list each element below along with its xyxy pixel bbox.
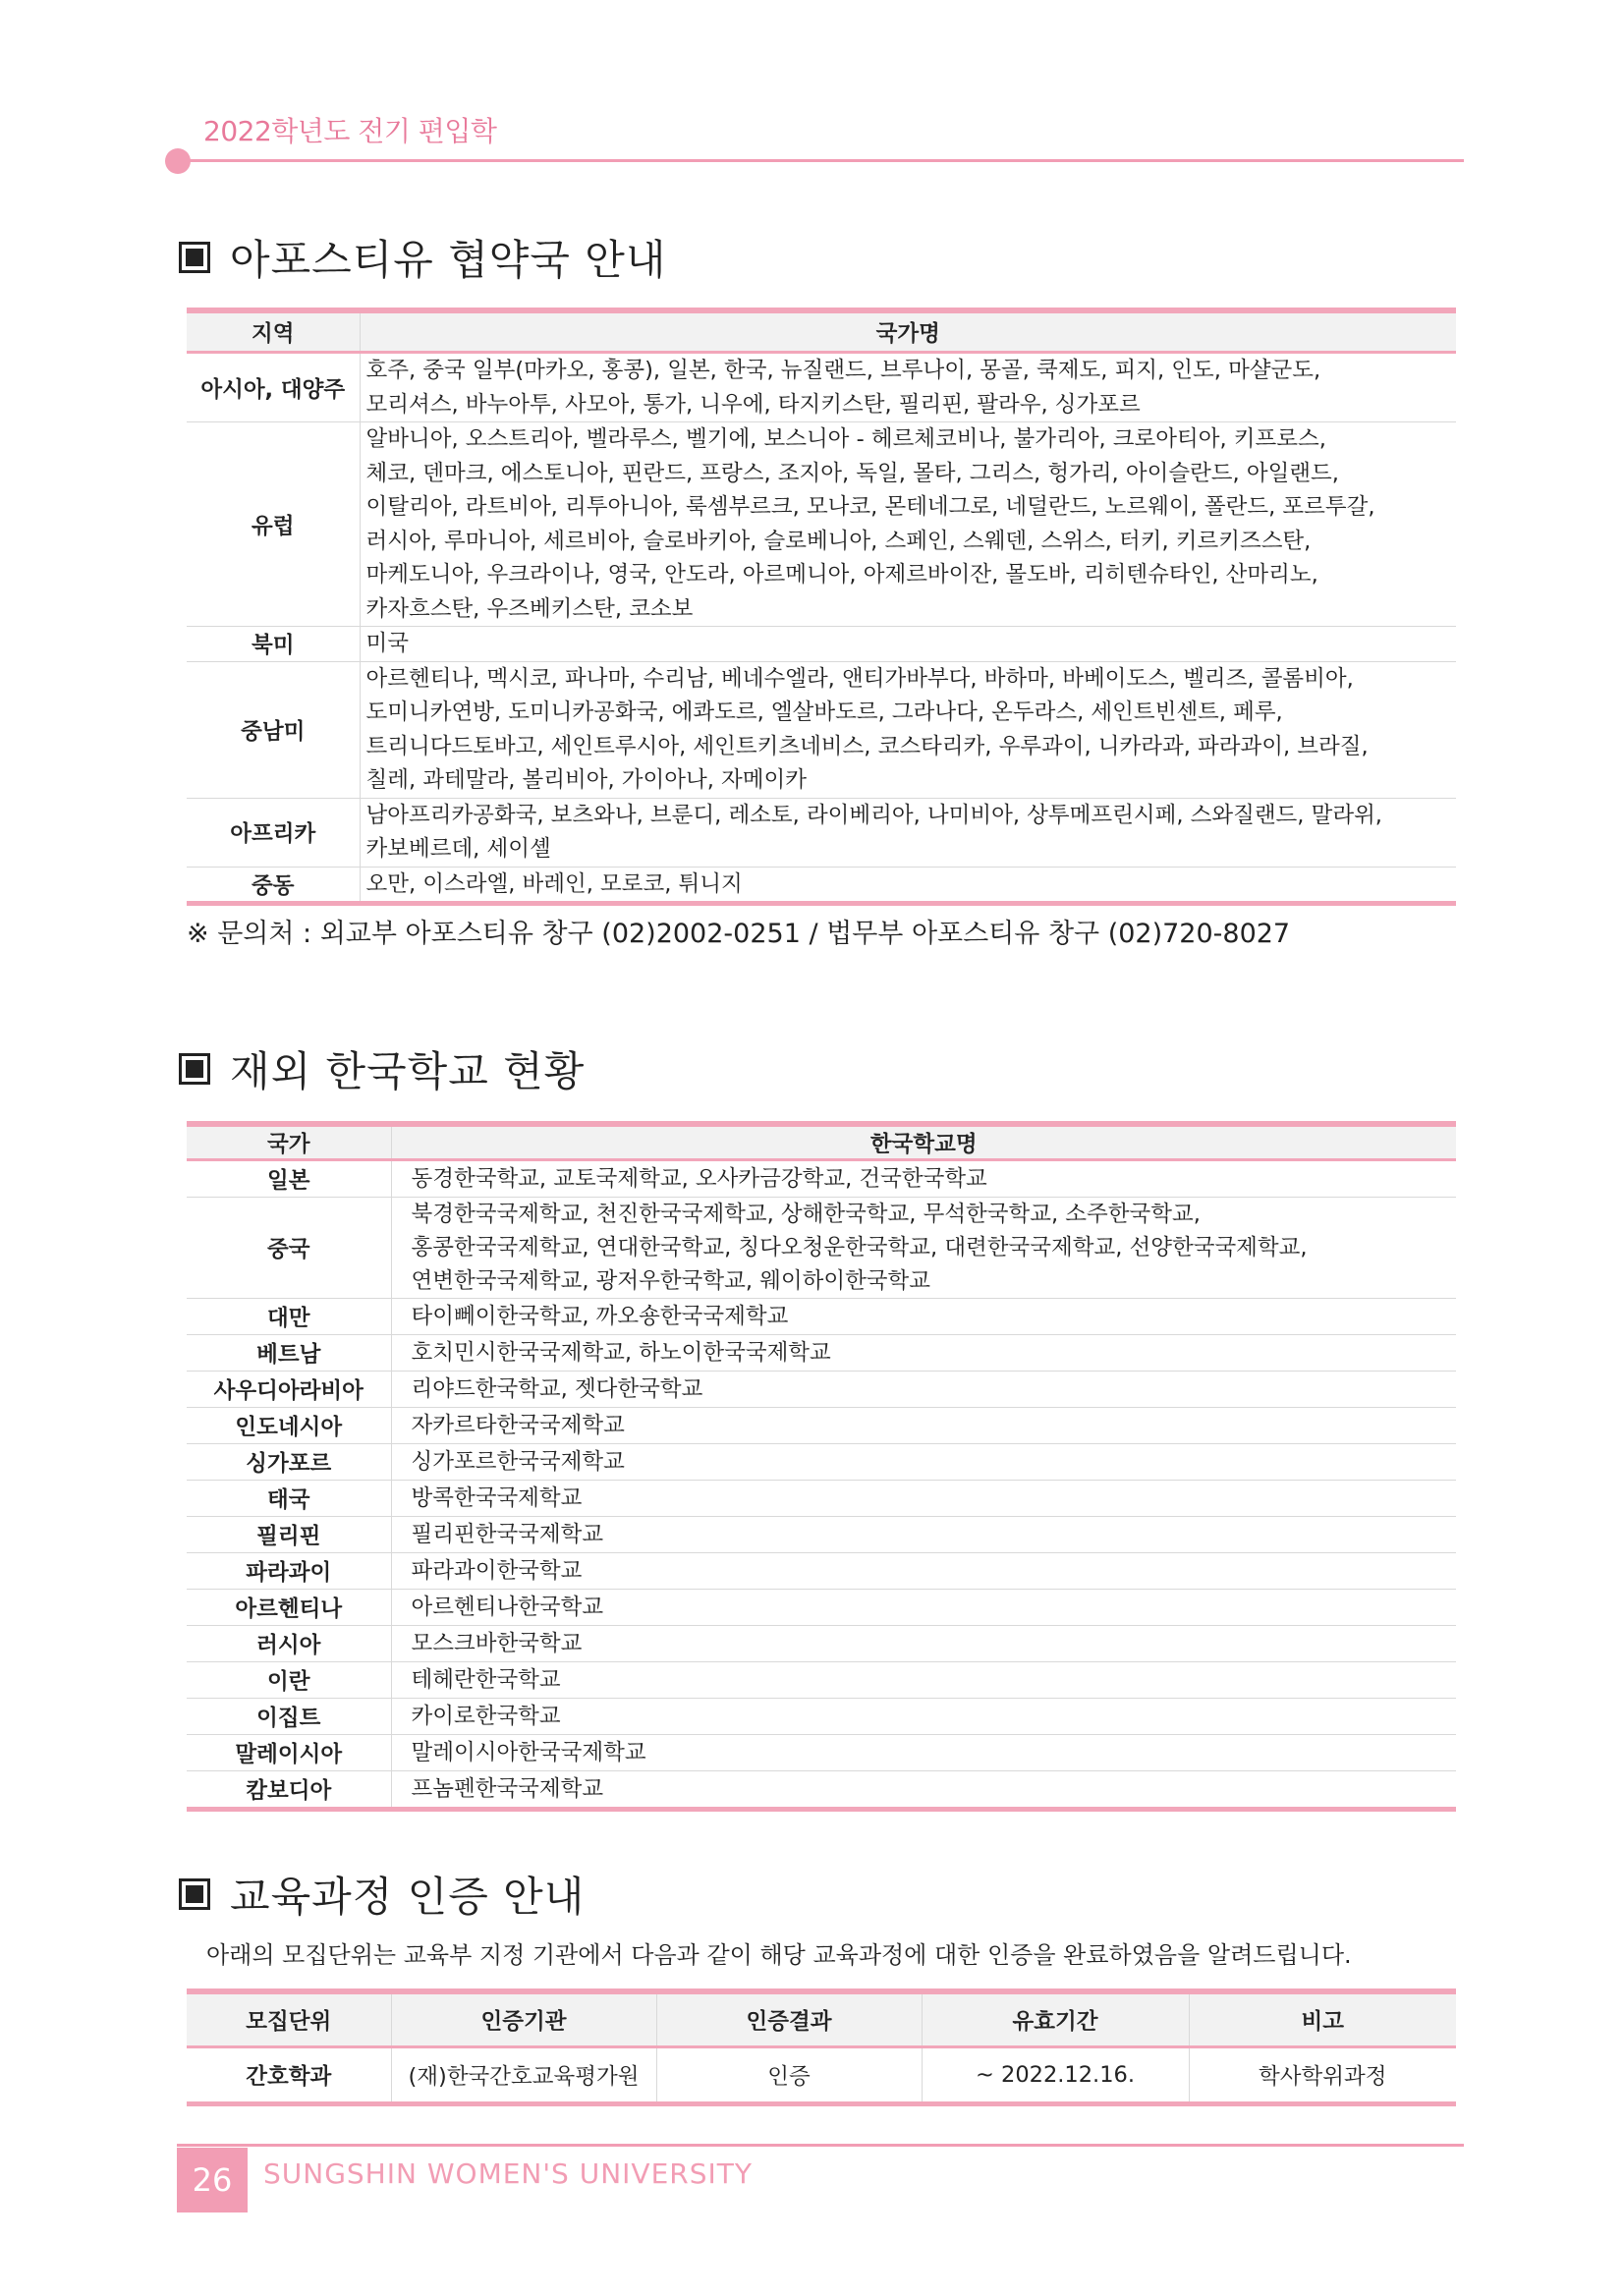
table-row <box>187 1517 1456 1553</box>
row-line: 리야드한국학교, 젯다한국학교 <box>411 1376 703 1402</box>
section-title-text: 아포스티유 협약국 안내 <box>230 236 667 284</box>
table-row <box>187 353 1456 422</box>
row-line: 동경한국학교, 교토국제학교, 오사카금강학교, 건국한국학교 <box>411 1166 987 1192</box>
row-line: 오만, 이스라엘, 바레인, 모로코, 튀니지 <box>365 870 743 897</box>
row-label: 사우디아라비아 <box>187 1372 391 1408</box>
row-line: 아르헨티나, 멕시코, 파나마, 수리남, 베네수엘라, 앤티가바부다, 바하마, 바베이도스, 벨리즈, 콜롬비아, <box>365 665 1354 692</box>
row-values <box>391 1198 1456 1299</box>
row-label: 일본 <box>187 1160 391 1198</box>
row-line: 방콕한국국제학교 <box>411 1485 583 1511</box>
row-values <box>360 867 1456 904</box>
section-title-korean-schools <box>179 1039 585 1098</box>
table-header-row <box>187 310 1456 353</box>
row-line: 모리셔스, 바누아투, 사모아, 통가, 니우에, 타지키스탄, 필리핀, 팔라우, 싱가포르 <box>365 391 1141 418</box>
row-values <box>391 1160 1456 1198</box>
column-header: 인증결과 <box>656 1991 922 2047</box>
table-row <box>187 1335 1456 1372</box>
square-bullet-icon <box>179 1878 210 1910</box>
row-values <box>360 798 1456 867</box>
table-row <box>187 1299 1456 1335</box>
row-line: 자카르타한국국제학교 <box>411 1413 625 1438</box>
row-values <box>391 1517 1456 1553</box>
row-label: 아프리카 <box>187 798 360 867</box>
table-row <box>187 1198 1456 1299</box>
table-header-row <box>187 1124 1456 1160</box>
row-values <box>391 1335 1456 1372</box>
accreditation-intro: 아래의 모집단위는 교육부 지정 기관에서 다음과 같이 해당 교육과정에 대한 인증을 완료하였음을 알려드립니다. <box>206 1941 1352 1969</box>
row-line: 칠레, 과테말라, 볼리비아, 가이아나, 자메이카 <box>365 767 807 793</box>
row-line: 홍콩한국국제학교, 연대한국학교, 칭다오청운한국학교, 대련한국국제학교, 선양한국국제학교, <box>411 1235 1308 1260</box>
row-values <box>360 353 1456 422</box>
row-line: 미국 <box>365 631 409 656</box>
table-row <box>187 1160 1456 1198</box>
contact-note: ※ 문의처 : 외교부 아포스티유 창구 (02)2002-0251 / 법무부 아포스티유 창구 (02)720-8027 <box>187 919 1291 949</box>
apostille-table <box>187 308 1456 906</box>
table-cell: (재)한국간호교육평가원 <box>391 2047 656 2104</box>
table-cell: 학사학위과정 <box>1189 2047 1456 2104</box>
row-label: 캄보디아 <box>187 1771 391 1810</box>
square-bullet-icon <box>179 1053 210 1085</box>
row-label: 아시아, 대양주 <box>187 353 360 422</box>
accreditation-table <box>187 1988 1456 2106</box>
row-label: 필리핀 <box>187 1517 391 1553</box>
table-row <box>187 1735 1456 1771</box>
row-line: 호치민시한국국제학교, 하노이한국국제학교 <box>411 1340 831 1366</box>
row-values <box>391 1699 1456 1735</box>
row-line: 마케도니아, 우크라이나, 영국, 안도라, 아르메니아, 아제르바이잔, 몰도바, 리히텐슈타인, 산마리노, <box>365 562 1318 588</box>
korean-schools-table <box>187 1121 1456 1812</box>
row-line: 테헤란한국학교 <box>411 1667 561 1693</box>
row-label: 북미 <box>187 627 360 662</box>
row-line: 호주, 중국 일부(마카오, 홍콩), 일본, 한국, 뉴질랜드, 브루나이, 몽골, 쿡제도, 피지, 인도, 마샬군도, <box>365 358 1321 383</box>
row-values <box>391 1372 1456 1408</box>
row-line: 연변한국국제학교, 광저우한국학교, 웨이하이한국학교 <box>411 1268 931 1294</box>
section-title-text: 교육과정 인증 안내 <box>230 1873 586 1921</box>
row-values <box>391 1590 1456 1626</box>
row-line: 도미니카연방, 도미니카공화국, 에콰도르, 엘살바도르, 그라나다, 온두라스, 세인트빈센트, 페루, <box>365 700 1283 725</box>
column-header: 국가 <box>187 1124 391 1160</box>
section-title-text: 재외 한국학교 현황 <box>230 1047 586 1095</box>
row-values <box>391 1771 1456 1810</box>
row-line: 모스크바한국학교 <box>411 1631 583 1656</box>
row-line: 체코, 덴마크, 에스토니아, 핀란드, 프랑스, 조지아, 독일, 몰타, 그리스, 헝가리, 아이슬란드, 아일랜드, <box>365 460 1339 486</box>
table-cell: 인증 <box>656 2047 922 2104</box>
footer-divider <box>177 2144 1464 2147</box>
table-row <box>187 867 1456 904</box>
table-row <box>187 1590 1456 1626</box>
column-header: 한국학교명 <box>391 1124 1456 1160</box>
table-row <box>187 1408 1456 1444</box>
row-label: 베트남 <box>187 1335 391 1372</box>
row-values <box>360 422 1456 627</box>
row-line: 필리핀한국국제학교 <box>411 1522 604 1547</box>
row-line: 트리니다드토바고, 세인트루시아, 세인트키츠네비스, 코스타리카, 우루과이, 니카라과, 파라과이, 브라질, <box>365 733 1369 759</box>
row-values <box>391 1481 1456 1517</box>
table-row <box>187 1372 1456 1408</box>
section-title-apostille <box>179 228 666 287</box>
row-line: 카보베르데, 세이셸 <box>365 836 551 862</box>
row-values <box>391 1299 1456 1335</box>
row-label: 아르헨티나 <box>187 1590 391 1626</box>
square-bullet-icon <box>179 242 210 273</box>
row-label: 러시아 <box>187 1626 391 1662</box>
table-cell: ~ 2022.12.16. <box>922 2047 1189 2104</box>
row-values <box>391 1444 1456 1481</box>
row-label: 중남미 <box>187 661 360 798</box>
row-line: 말레이시아한국국제학교 <box>411 1740 646 1765</box>
table-row <box>187 2047 1456 2104</box>
row-line: 남아프리카공화국, 보츠와나, 브룬디, 레소토, 라이베리아, 나미비아, 상투메프린시페, 스와질랜드, 말라위, <box>365 802 1382 828</box>
table-row <box>187 1444 1456 1481</box>
table-row <box>187 798 1456 867</box>
row-label: 말레이시아 <box>187 1735 391 1771</box>
row-label: 파라과이 <box>187 1553 391 1590</box>
table-cell: 간호학과 <box>187 2047 391 2104</box>
row-line: 프놈펜한국국제학교 <box>411 1776 604 1802</box>
table-row <box>187 1662 1456 1699</box>
column-header: 비고 <box>1189 1991 1456 2047</box>
row-values <box>391 1626 1456 1662</box>
row-values <box>391 1408 1456 1444</box>
table-row <box>187 1771 1456 1810</box>
row-line: 아르헨티나한국학교 <box>411 1595 604 1620</box>
column-header: 국가명 <box>360 310 1456 353</box>
row-values <box>360 661 1456 798</box>
column-header: 모집단위 <box>187 1991 391 2047</box>
row-line: 러시아, 루마니아, 세르비아, 슬로바키아, 슬로베니아, 스페인, 스웨덴, 스위스, 터키, 키르키즈스탄, <box>365 528 1312 554</box>
header-title: 2022학년도 전기 편입학 <box>203 115 497 147</box>
row-values <box>391 1662 1456 1699</box>
row-line: 카자흐스탄, 우즈베키스탄, 코소보 <box>365 595 694 622</box>
table-row <box>187 661 1456 798</box>
row-line: 북경한국국제학교, 천진한국국제학교, 상해한국학교, 무석한국학교, 소주한국학교, <box>411 1202 1201 1227</box>
row-values <box>360 627 1456 662</box>
row-label: 싱가포르 <box>187 1444 391 1481</box>
row-line: 알바니아, 오스트리아, 벨라루스, 벨기에, 보스니아 - 헤르체코비나, 불가리아, 크로아티아, 키프로스, <box>365 426 1326 452</box>
row-line: 싱가포르한국국제학교 <box>411 1449 625 1475</box>
page-number: 26 <box>177 2148 248 2212</box>
row-label: 대만 <box>187 1299 391 1335</box>
column-header: 유효기간 <box>922 1991 1189 2047</box>
table-row <box>187 627 1456 662</box>
table-row <box>187 1553 1456 1590</box>
column-header: 지역 <box>187 310 360 353</box>
row-values <box>391 1735 1456 1771</box>
table-row <box>187 1481 1456 1517</box>
section-title-accreditation <box>179 1865 585 1924</box>
row-values <box>391 1553 1456 1590</box>
row-line: 카이로한국학교 <box>411 1704 561 1729</box>
row-label: 태국 <box>187 1481 391 1517</box>
table-header-row <box>187 1991 1456 2047</box>
table-row <box>187 1699 1456 1735</box>
table-row <box>187 1626 1456 1662</box>
row-label: 중국 <box>187 1198 391 1299</box>
column-header: 인증기관 <box>391 1991 656 2047</box>
row-label: 이집트 <box>187 1699 391 1735</box>
row-line: 이탈리아, 라트비아, 리투아니아, 룩셈부르크, 모나코, 몬테네그로, 네덜란드, 노르웨이, 폴란드, 포르투갈, <box>365 494 1375 520</box>
row-label: 유럽 <box>187 422 360 627</box>
footer-university: SUNGSHIN WOMEN'S UNIVERSITY <box>263 2157 753 2190</box>
row-line: 파라과이한국학교 <box>411 1558 583 1584</box>
row-label: 이란 <box>187 1662 391 1699</box>
row-line: 타이뻬이한국학교, 까오숑한국국제학교 <box>411 1304 789 1329</box>
row-label: 중동 <box>187 867 360 904</box>
row-label: 인도네시아 <box>187 1408 391 1444</box>
table-row <box>187 422 1456 627</box>
header-divider <box>177 159 1464 162</box>
